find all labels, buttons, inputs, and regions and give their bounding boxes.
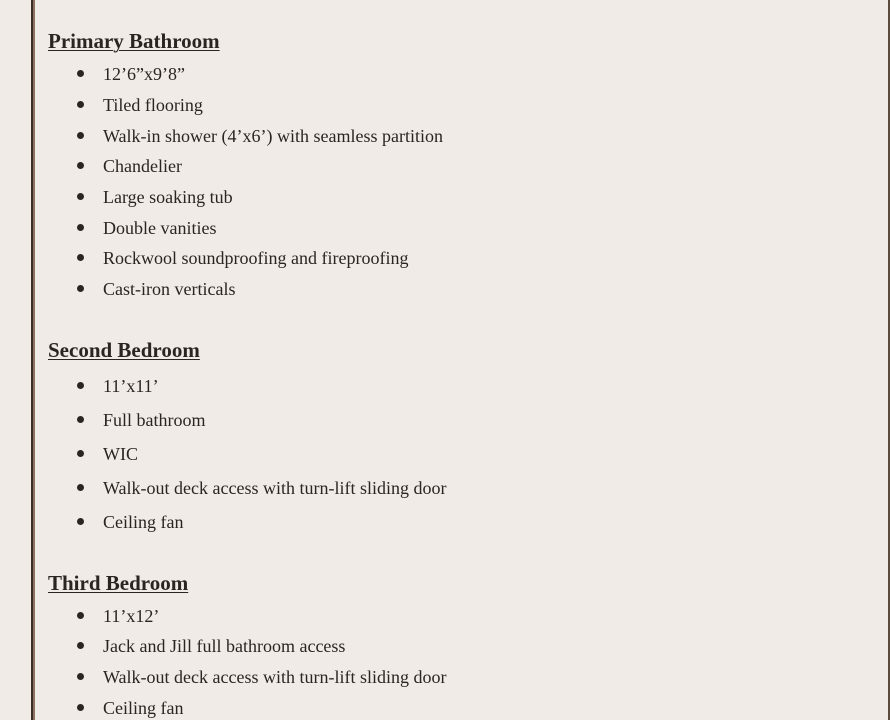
bullet-icon: [77, 285, 84, 292]
list-item: 11’x11’: [103, 376, 159, 396]
list-item: Ceiling fan: [103, 698, 184, 718]
bullet-icon: [77, 162, 84, 169]
list-item: 11’x12’: [103, 606, 160, 626]
bullet-icon: [77, 132, 84, 139]
bullet-icon: [77, 224, 84, 231]
page-border-left-inner: [33, 0, 35, 720]
bullet-icon: [77, 612, 84, 619]
bullet-icon: [77, 70, 84, 77]
bullet-icon: [77, 484, 84, 491]
list-item: 12’6”x9’8”: [103, 64, 185, 84]
list-item: Walk-out deck access with turn-lift sliding door: [103, 667, 447, 687]
list-item: WIC: [103, 444, 138, 464]
bullet-icon: [77, 254, 84, 261]
list-item: Walk-in shower (4’x6’) with seamless partition: [103, 126, 443, 146]
section-heading-primary-bathroom: Primary Bathroom: [48, 29, 220, 53]
bullet-icon: [77, 704, 84, 711]
list-item: Double vanities: [103, 218, 217, 238]
bullet-icon: [77, 642, 84, 649]
list-item: Jack and Jill full bathroom access: [103, 636, 346, 656]
bullet-icon: [77, 518, 84, 525]
bullet-icon: [77, 382, 84, 389]
list-item: Chandelier: [103, 156, 182, 176]
bullet-icon: [77, 416, 84, 423]
list-item: Full bathroom: [103, 410, 206, 430]
bullet-icon: [77, 450, 84, 457]
list-item: Tiled flooring: [103, 95, 203, 115]
list-item: Walk-out deck access with turn-lift sliding door: [103, 478, 447, 498]
list-item: Rockwool soundproofing and fireproofing: [103, 248, 409, 268]
section-heading-third-bedroom: Third Bedroom: [48, 571, 189, 595]
section-heading-second-bedroom: Second Bedroom: [48, 338, 200, 362]
list-item: Large soaking tub: [103, 187, 233, 207]
bullet-icon: [77, 673, 84, 680]
list-item: Ceiling fan: [103, 512, 184, 532]
bullet-icon: [77, 193, 84, 200]
list-item: Cast-iron verticals: [103, 279, 236, 299]
bullet-icon: [77, 101, 84, 108]
